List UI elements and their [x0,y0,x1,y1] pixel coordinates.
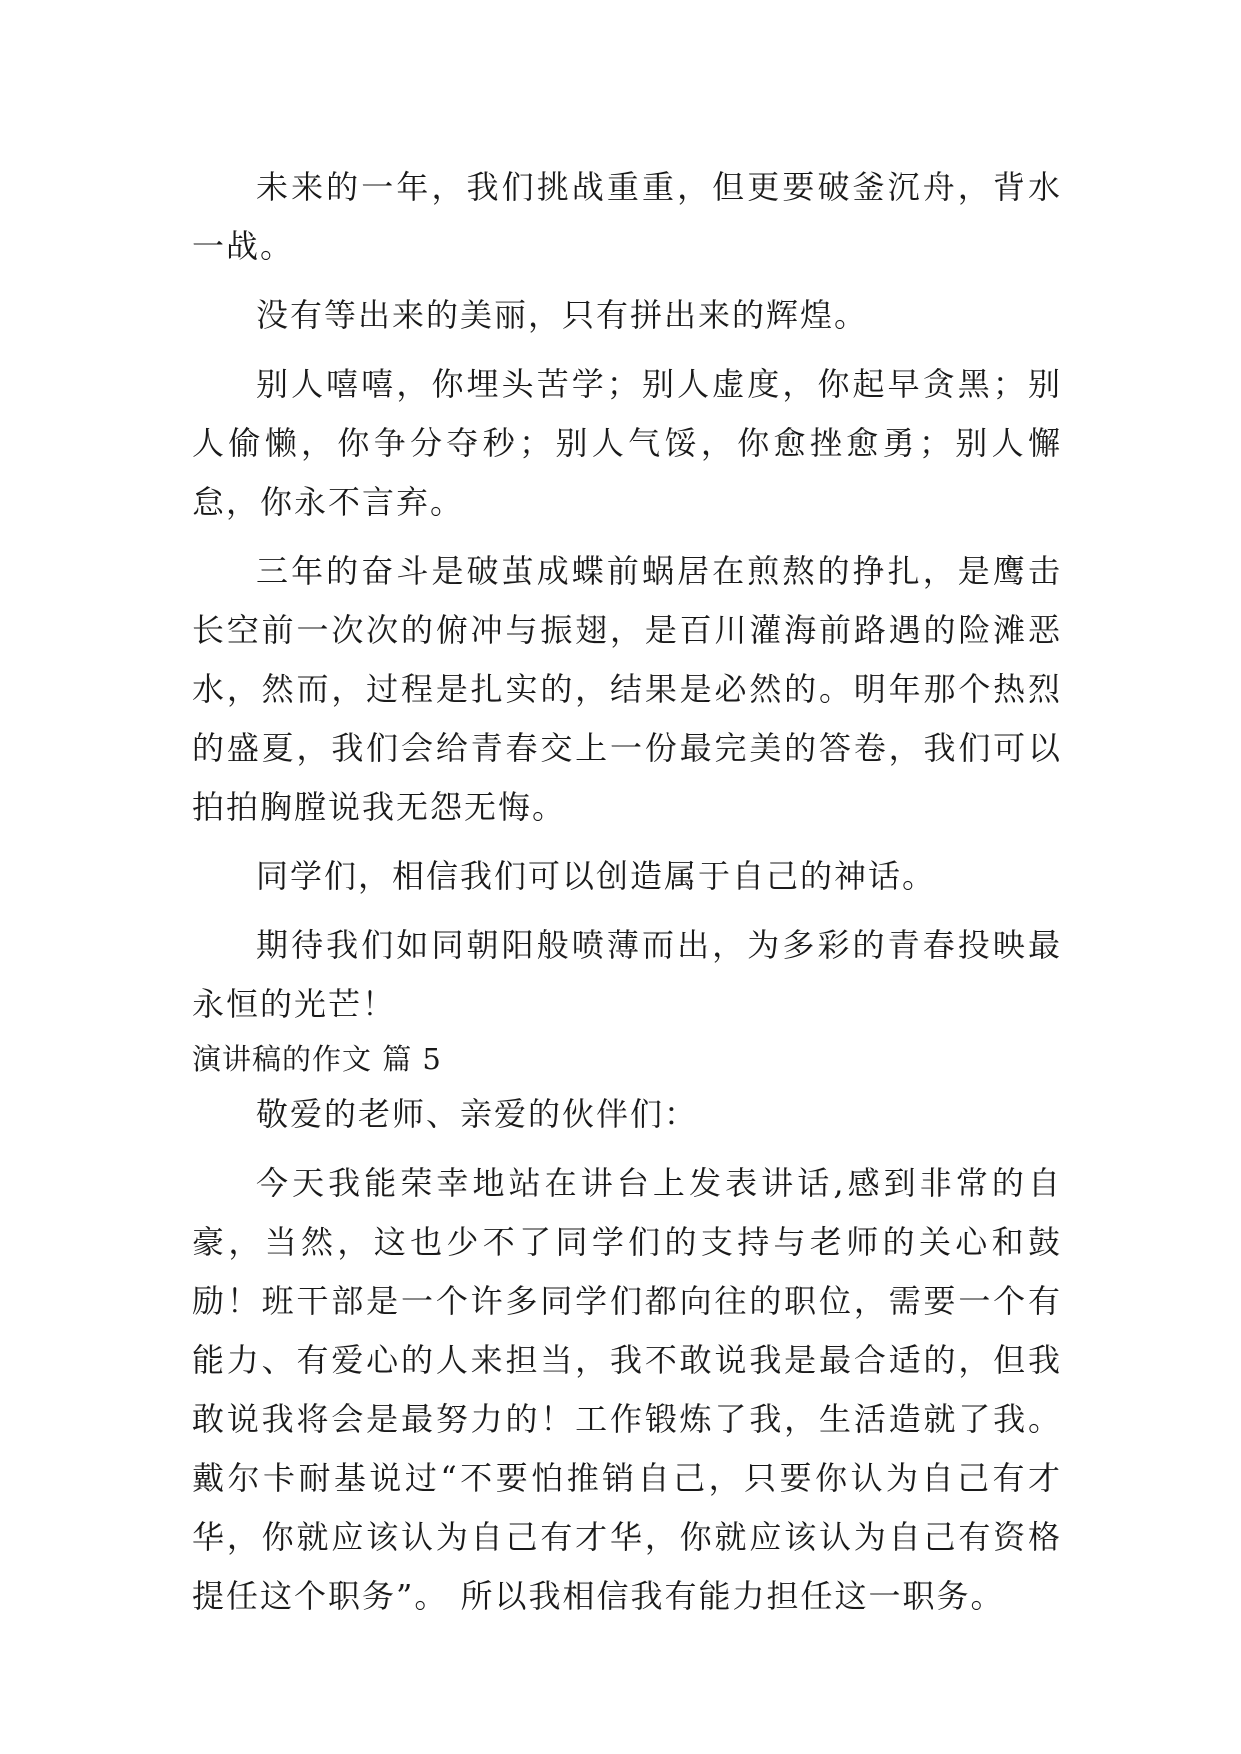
section-heading: 演讲稿的作文 篇 5 [192,1042,442,1076]
document-body [192,158,1062,1626]
paragraph: 同学们，相信我们可以创造属于自己的神话。 [256,857,937,895]
paragraph: 未来的一年，我们挑战重重，但更要破釜沉舟，背水一战。 [192,168,1062,265]
paragraph: 今天我能荣幸地站在讲台上发表讲话,感到非常的自豪，当然，这也少不了同学们的支持与老师的关心和鼓励！班干部是一个许多同学们都向往的职位，需要一个有能力、有爱心的人来担当，我不敢说我是最合适的，但我敢说我将会是最努力的！工作锻炼了我，生活造就了我。戴尔卡耐基说过“不要怕推销自己，只要你认为自己有才华，你就应该认为自己有才华，你就应该认为自己有资格提任这个职务”。 所以我相信我有能力担任这一职务。 [192,1164,1062,1615]
paragraph: 期待我们如同朝阳般喷薄而出，为多彩的青春投映最永恒的光芒！ [192,926,1062,1023]
paragraph: 没有等出来的美丽，只有拼出来的辉煌。 [256,296,869,334]
paragraph: 敬爱的老师、亲爱的伙伴们： [256,1095,699,1133]
paragraph: 别人嘻嘻，你埋头苦学；别人虚度，你起早贪黑；别人偷懒，你争分夺秒；别人气馁，你愈挫愈勇；别人懈怠，你永不言弃。 [192,365,1062,521]
paragraph: 三年的奋斗是破茧成蝶前蜗居在煎熬的挣扎，是鹰击长空前一次次的俯冲与振翅，是百川灌海前路遇的险滩恶水，然而，过程是扎实的，结果是必然的。明年那个热烈的盛夏，我们会给青春交上一份最完美的答卷，我们可以拍拍胸膛说我无怨无悔。 [192,552,1062,826]
